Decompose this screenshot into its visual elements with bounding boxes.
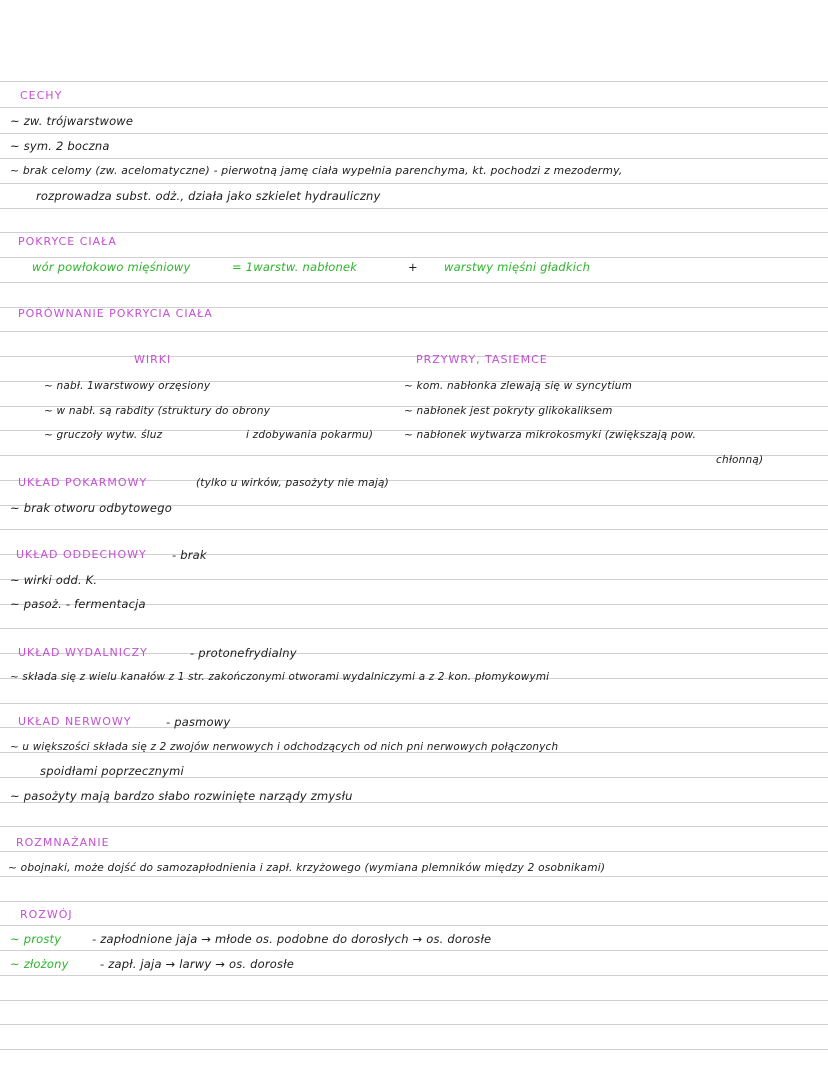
ruled-line xyxy=(0,107,828,108)
note-line: ~ nabłonek jest pokryty glikokaliksem xyxy=(404,405,613,417)
section-heading-rozwoj: ROZWÓJ xyxy=(20,908,73,921)
ruled-line xyxy=(0,257,828,258)
note-line: - zapł. jaja → larwy → os. dorosłe xyxy=(100,957,294,971)
note-line: ~ wirki odd. K. xyxy=(10,573,98,587)
section-note: (tylko u wirków, pasożyty nie mają) xyxy=(196,477,389,489)
note-line: i zdobywania pokarmu) xyxy=(246,429,374,441)
section-note: - brak xyxy=(172,548,207,562)
section-heading-porownanie: PORÓWNANIE POKRYCIA CIAŁA xyxy=(18,307,213,320)
section-note: - pasmowy xyxy=(166,715,231,729)
note-line: ~ obojnaki, może dojść do samozapłodnienia i zapł. krzyżowego (wymiana plemników między 2 osobnikami) xyxy=(8,862,606,874)
ruled-line xyxy=(0,876,828,877)
column-title-przywry: PRZYWRY, TASIEMCE xyxy=(416,353,548,366)
ruled-line xyxy=(0,183,828,184)
note-line: ~ w nabł. są rabdity (struktury do obrony xyxy=(44,405,271,417)
note-line: ~ pasoż. - fermentacja xyxy=(10,597,146,611)
note-line: ~ składa się z wielu kanałów z 1 str. zakończonymi otworami wydalniczymi a z 2 kon. płomykowymi xyxy=(10,671,550,683)
ruled-line xyxy=(0,628,828,629)
note-line: ~ nabł. 1warstwowy orzęsiony xyxy=(44,380,211,392)
note-line: ~ sym. 2 boczna xyxy=(10,139,110,153)
ruled-line xyxy=(0,232,828,233)
note-line: ~ kom. nabłonka zlewają się w syncytium xyxy=(404,380,632,392)
note-line: ~ pasożyty mają bardzo słabo rozwinięte narządy zmysłu xyxy=(10,789,353,803)
ruled-line xyxy=(0,158,828,159)
section-heading-oddechowy: UKŁAD ODDECHOWY xyxy=(16,548,147,561)
ruled-line xyxy=(0,925,828,926)
note-line: - zapłodnione jaja → młode os. podobne do dorosłych → os. dorosłe xyxy=(92,932,492,946)
ruled-line xyxy=(0,950,828,951)
ruled-line xyxy=(0,529,828,530)
section-heading-wydalniczy: UKŁAD WYDALNICZY xyxy=(18,646,148,659)
note-line: ~ brak celomy (zw. acelomatyczne) - pierwotną jamę ciała wypełnia parenchyma, kt. pochodzi z mezodermy, xyxy=(10,164,623,177)
ruled-line xyxy=(0,455,828,456)
section-heading-rozmnazanie: ROZMNAŻANIE xyxy=(16,836,110,849)
formula-eq: = 1warstw. nabłonek xyxy=(232,260,358,274)
section-note: - protonefrydialny xyxy=(190,646,297,660)
ruled-line xyxy=(0,851,828,852)
note-line: rozprowadza subst. odż., działa jako szkielet hydrauliczny xyxy=(36,189,381,203)
ruled-line xyxy=(0,703,828,704)
development-label: ~ prosty xyxy=(10,932,62,946)
note-line: spoidłami poprzecznymi xyxy=(40,764,184,778)
section-heading-nerwowy: UKŁAD NERWOWY xyxy=(18,715,132,728)
column-title-wirki: WIRKI xyxy=(134,353,172,366)
ruled-line xyxy=(0,356,828,357)
note-line: ~ u większości składa się z 2 zwojów nerwowych i odchodzących od nich pni nerwowych połączonych xyxy=(10,741,559,753)
ruled-line xyxy=(0,975,828,976)
section-heading-pokarmowy: UKŁAD POKARMOWY xyxy=(18,476,148,489)
formula-right: warstwy mięśni gładkich xyxy=(444,260,591,274)
note-line: ~ brak otworu odbytowego xyxy=(10,501,172,515)
note-line: ~ gruczoły wytw. śluz xyxy=(44,429,163,441)
section-heading-pokrycie: POKRYCE CIAŁA xyxy=(18,235,117,248)
ruled-line xyxy=(0,133,828,134)
development-label: ~ złożony xyxy=(10,957,69,971)
ruled-line xyxy=(0,331,828,332)
section-heading-cechy: CECHY xyxy=(20,89,63,102)
ruled-line xyxy=(0,81,828,82)
ruled-line xyxy=(0,1024,828,1025)
ruled-line xyxy=(0,579,828,580)
formula-left: wór powłokowo mięśniowy xyxy=(32,260,191,274)
ruled-line xyxy=(0,1000,828,1001)
ruled-line xyxy=(0,1049,828,1050)
ruled-line xyxy=(0,208,828,209)
note-line: ~ zw. trójwarstwowe xyxy=(10,114,134,128)
ruled-line xyxy=(0,901,828,902)
ruled-line xyxy=(0,826,828,827)
ruled-line xyxy=(0,282,828,283)
note-line: chłonną) xyxy=(716,454,764,466)
note-line: ~ nabłonek wytwarza mikrokosmyki (zwiększają pow. xyxy=(404,429,697,441)
formula-plus: + xyxy=(408,260,418,274)
